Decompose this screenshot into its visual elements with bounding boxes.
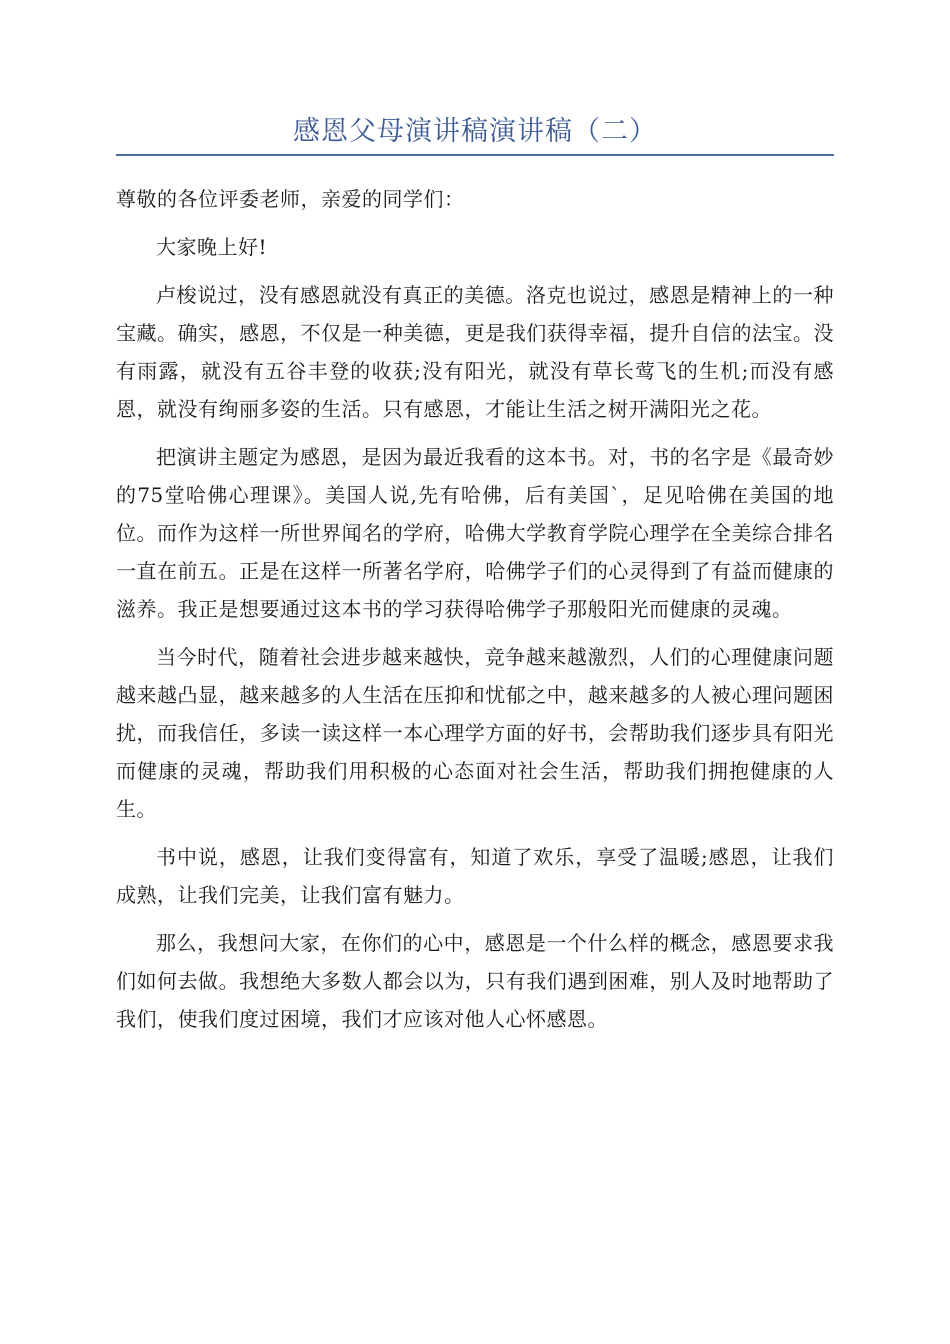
body-paragraph: 书中说，感恩，让我们变得富有，知道了欢乐，享受了温暖;感恩，让我们成熟，让我们完美，让我们富有魅力。 [116, 845, 834, 907]
body-paragraph: 卢梭说过，没有感恩就没有真正的美德。洛克也说过，感恩是精神上的一种宝藏。确实，感恩，不仅是一种美德，更是我们获得幸福，提升自信的法宝。没有雨露，就没有五谷丰登的收获;没有阳光，就没有草长莺飞的生机;而没有感恩，就没有绚丽多姿的生活。只有感恩，才能让生活之树开满阳光之花。 [116, 283, 834, 421]
salutation-paragraph: 尊敬的各位评委老师，亲爱的同学们： [116, 187, 465, 211]
body-paragraph: 当今时代，随着社会进步越来越快，竞争越来越激烈，人们的心理健康问题越来越凸显，越来越多的人生活在压抑和忧郁之中，越来越多的人被心理问题困扰，而我信任，多读一读这样一本心理学方面的好书，会帮助我们逐步具有阳光而健康的灵魂，帮助我们用积极的心态面对社会生活，帮助我们拥抱健康的人生。 [116, 645, 834, 821]
greeting-paragraph: 大家晚上好! [156, 235, 268, 259]
body-paragraph: 把演讲主题定为感恩，是因为最近我看的这本书。对，书的名字是《最奇妙的75堂哈佛心理课》。美国人说,先有哈佛，后有美国`，足见哈佛在美国的地位。而作为这样一所世界闻名的学府，哈佛大学教育学院心理学在全美综合排名一直在前五。正是在这样一所著名学府，哈佛学子们的心灵得到了有益而健康的滋养。我正是想要通过这本书的学习获得哈佛学子那般阳光而健康的灵魂。 [116, 445, 834, 621]
document-body [116, 180, 834, 1038]
document-title: 感恩父母演讲稿演讲稿（二） [293, 116, 657, 147]
title-underline [116, 154, 834, 156]
body-paragraph: 那么，我想问大家，在你们的心中，感恩是一个什么样的概念，感恩要求我们如何去做。我想绝大多数人都会以为，只有我们遇到困难，别人及时地帮助了我们，使我们度过困境，我们才应该对他人心怀感恩。 [116, 931, 834, 1031]
